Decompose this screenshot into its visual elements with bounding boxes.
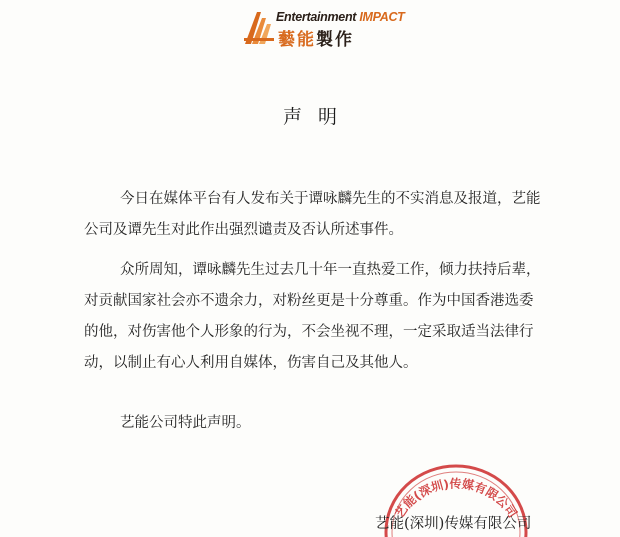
statement-paragraph-1: 今日在媒体平台有人发布关于谭咏麟先生的不实消息及报道，艺能公司及谭先生对此作出强烈谴责及否认所述事件。 xyxy=(84,191,541,238)
company-signature: 艺能(深圳)传媒有限公司 xyxy=(375,516,532,532)
statement-paragraph-3: 艺能公司特此声明。 xyxy=(120,415,251,431)
logo-emblem-icon xyxy=(243,8,275,46)
company-logo xyxy=(243,8,405,50)
statement-paragraph-2: 众所周知，谭咏麟先生过去几十年一直热爱工作，倾力扶持后辈，对贡献国家社会亦不遗余力，对粉丝更是十分尊重。作为中国香港选委的他，对伤害他个人形象的行为，不会坐视不理，一定采取适当法律行动，以制止有心人利用自媒体，伤害自己及其他人。 xyxy=(84,262,541,371)
logo-english-name: Entertainment IMPACT xyxy=(276,10,405,24)
seal-text: 艺能(深圳)传媒有限公司 xyxy=(392,476,520,521)
document-title: 声明 xyxy=(282,106,353,128)
logo-chinese-name: 藝能製作 xyxy=(278,30,354,50)
